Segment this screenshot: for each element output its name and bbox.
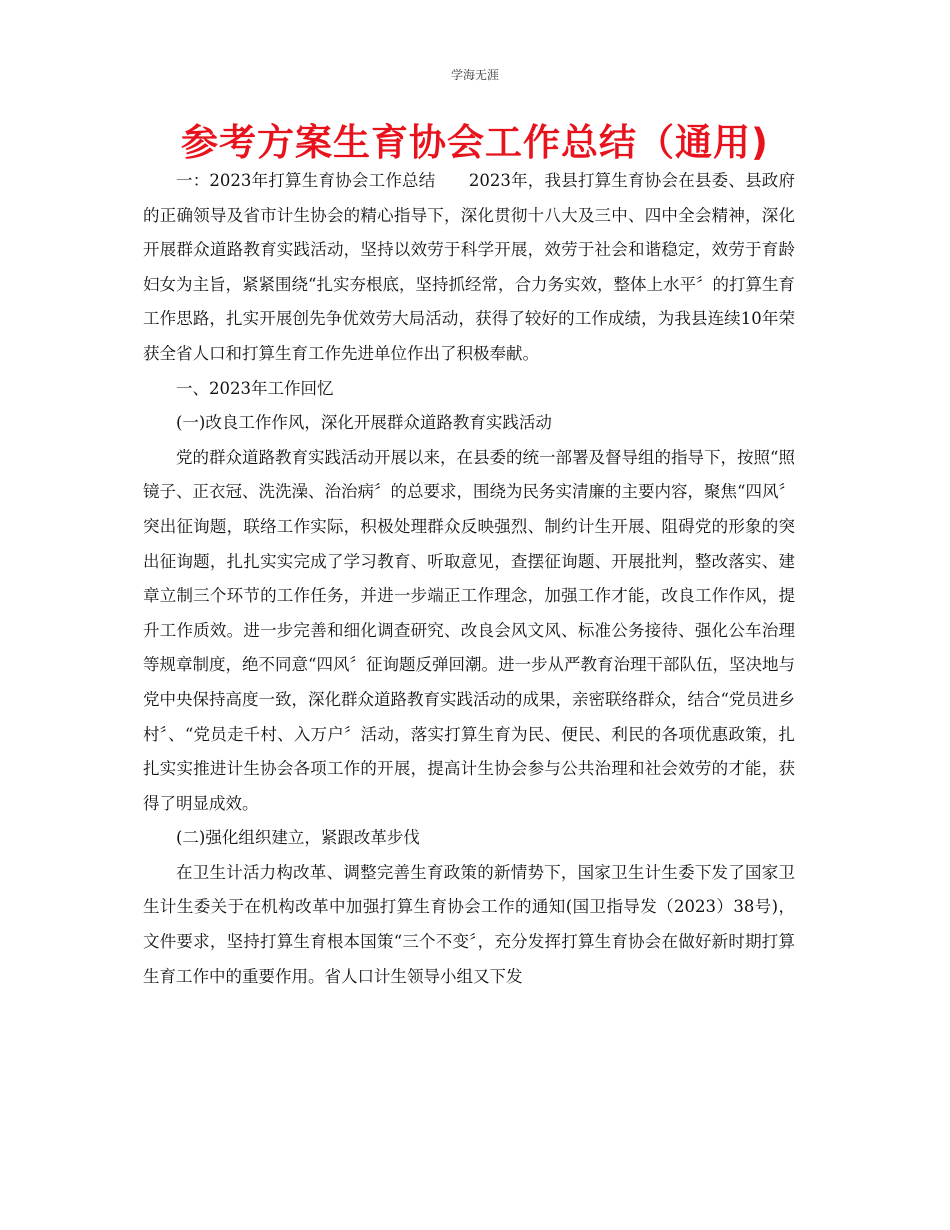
- paragraph-practice-activity: 党的群众道路教育实践活动开展以来，在县委的统一部署及督导组的指导下，按照“照镜子、正衣冠、洗洗澡、治治病〞的总要求，围绕为民务实清廉的主要内容，聚焦“四风〞突出征询题，联络工作实际，积极处理群众反映强烈、制约计生开展、阻碍党的形象的突出征询题，扎扎实实完成了学习教育、听取意见，查摆征询题、开展批判，整改落实、建章立制三个环节的工作任务，并进一步端正工作理念，加强工作才能，改良工作作风，提升工作质效。进一步完善和细化调查研究、改良会风文风、标准公务接待、强化公车治理等规章制度，绝不同意“四风〞征询题反弹回潮。进一步从严教育治理干部队伍，坚决地与党中央保持高度一致，深化群众道路教育实践活动的成果，亲密联络群众，结合“党员进乡村〞、“党员走千村、入万户〞活动，落实打算生育为民、便民、利民的各项优惠政策，扎扎实实推进计生协会各项工作的开展，提高计生协会参与公共治理和社会效劳的才能，获得了明显成效。: [143, 447, 795, 813]
- paragraph-reform: 在卫生计活力构改革、调整完善生育政策的新情势下，国家卫生计生委下发了国家卫生计生委关于在机构改革中加强打算生育协会工作的通知(国卫指导发（2023）38号)，文件要求，坚持打算生育根本国策“三个不变〞，充分发挥打算生育协会在做好新时期打算生育工作中的重要作用。省人口计生领导小组又下发: [143, 862, 795, 986]
- header-note: 学海无涯: [450, 68, 499, 82]
- paragraph-intro: 一：2023年打算生育协会工作总结 2023年，我县打算生育协会在县委、县政府的正确领导及省市计生协会的精心指导下，深化贯彻十八大及三中、四中全会精神，深化开展群众道路教育实践活动，坚持以效劳于科学开展，效劳于社会和谐稳定，效劳于育龄妇女为主旨，紧紧围绕“扎实夯根底，坚持抓经常，合力务实效，整体上水平〞的打算生育工作思路，扎实开展创先争优效劳大局活动，获得了较好的工作成绩，为我县连续10年荣获全省人口和打算生育工作先进单位作出了积极奉献。: [143, 171, 795, 363]
- subsection-heading-1: (一)改良工作作风，深化开展群众道路教育实践活动: [176, 413, 552, 433]
- document-title: 参考方案生育协会工作总结（通用): [181, 121, 769, 164]
- section-heading-review: 一、2023年工作回忆: [176, 378, 334, 398]
- subsection-heading-2: (二)强化组织建立，紧跟改革步伐: [176, 828, 420, 848]
- document-body: [143, 164, 795, 994]
